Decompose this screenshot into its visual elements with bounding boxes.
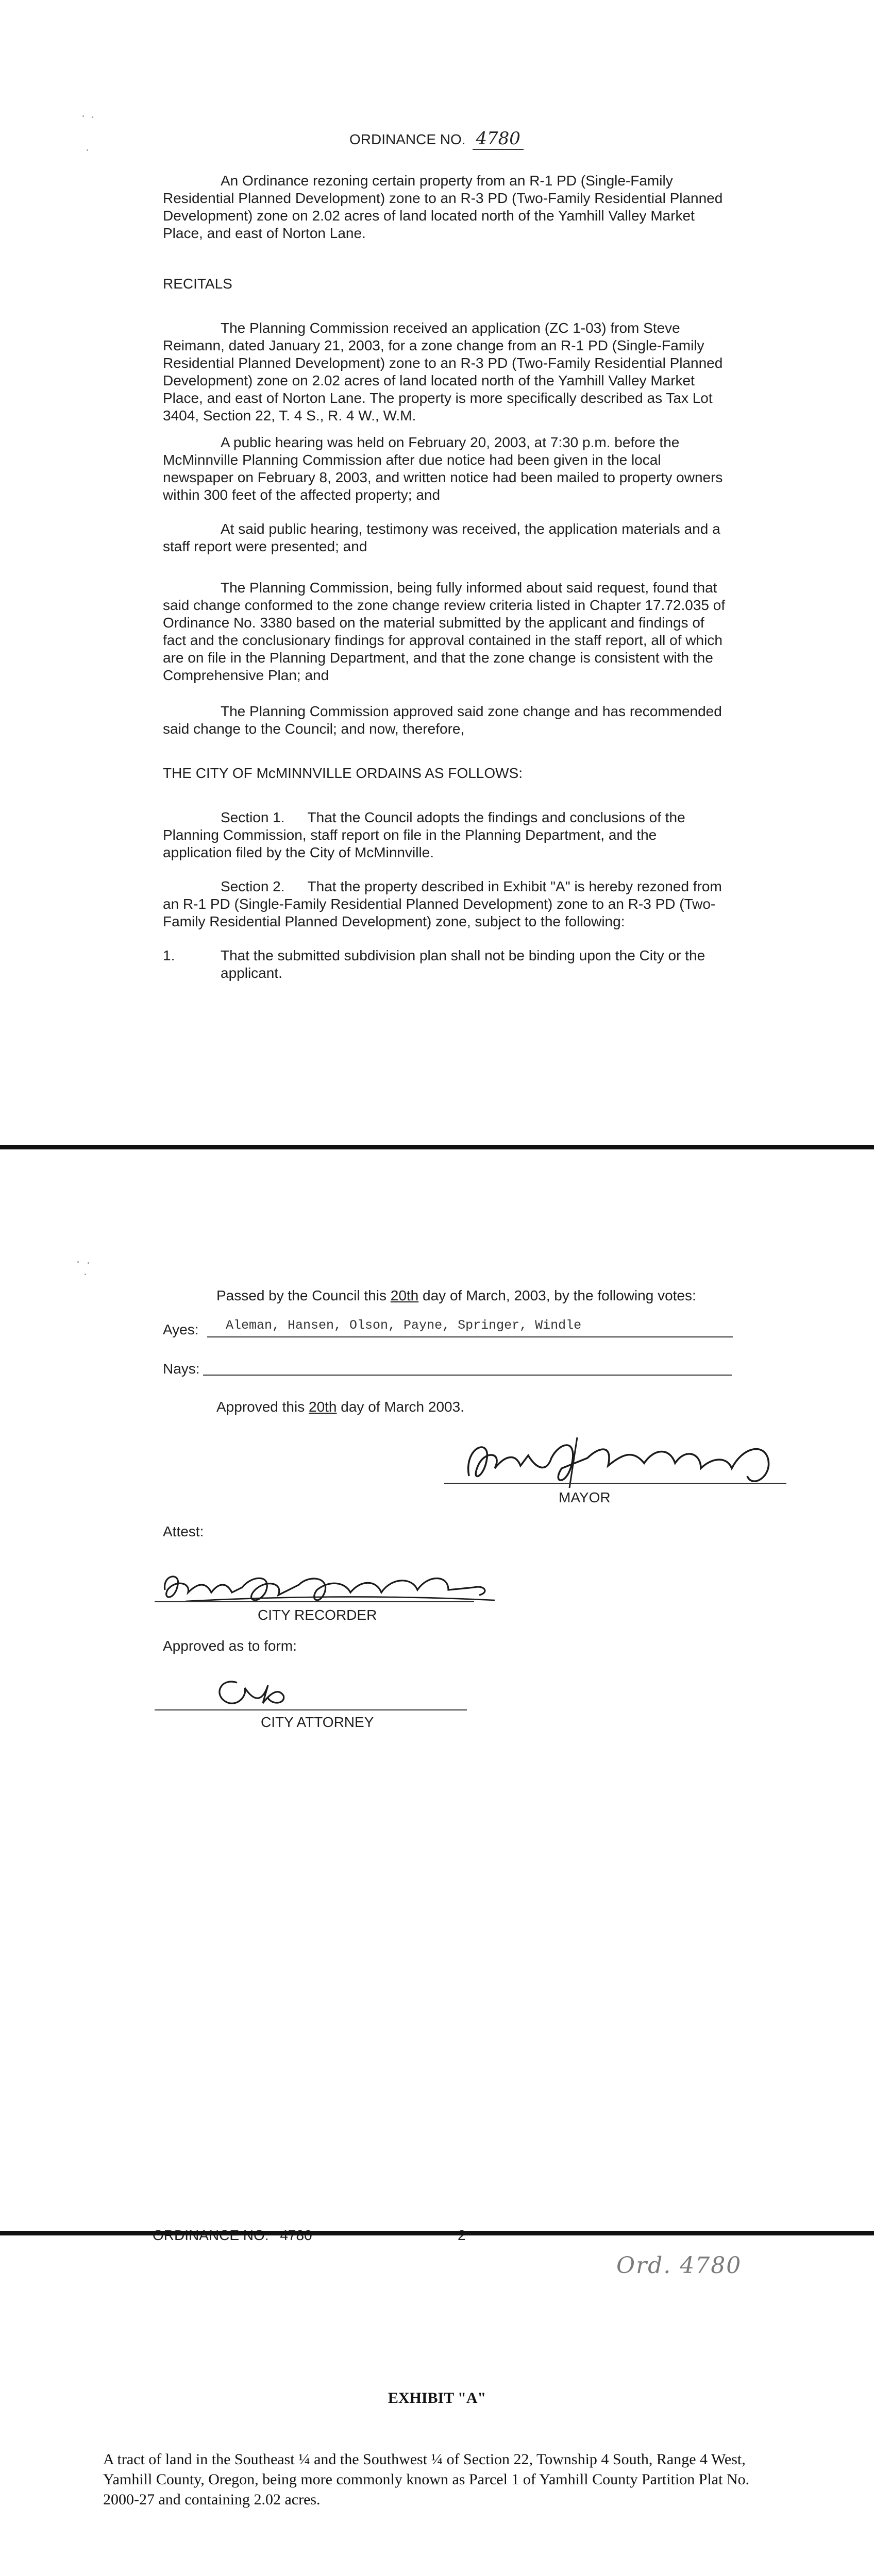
recital-text-2: A public hearing was held on February 20, 2003, at 7:30 p.m. before the McMinnville Planning Commission after due notice had been given in the local newspaper on February 8, 2003, and written notice had been mailed to property owners within 300 feet of the affected property; and — [163, 434, 723, 503]
passed-statement — [216, 1287, 696, 1304]
recital-paragraph-2 — [163, 434, 728, 504]
ordinance-intro — [163, 172, 728, 242]
recital-paragraph-1 — [163, 319, 728, 425]
ordinance-stamp: Ord. 4780 — [616, 2252, 742, 2279]
ordains-heading: THE CITY OF McMINNVILLE ORDAINS AS FOLLOWS: — [163, 765, 523, 781]
approved-form-label: Approved as to form: — [163, 1638, 297, 1654]
ayes-line — [207, 1336, 733, 1337]
passed-day: 20th — [390, 1287, 419, 1303]
section-1 — [163, 809, 728, 861]
attorney-signature — [206, 1667, 299, 1714]
approved-suffix: day of March 2003. — [341, 1399, 464, 1415]
nays-label: Nays: — [163, 1361, 200, 1377]
recital-text-1: The Planning Commission received an application (ZC 1-03) from Steve Reimann, dated January 21, 2003, for a zone change from an R-1 PD (Single-Family Residential Planned Development) zone to an R-3 PD (Two-Family Residential Planned Development) zone on 2.02 acres of land located north of the Yamhill Valley Market Place, and east of Norton Lane. The property is more specifically described as Tax Lot 3404, Section 22, T. 4 S., R. 4 W., W.M. — [163, 320, 723, 423]
attorney-line — [155, 1709, 467, 1710]
approved-statement — [216, 1398, 464, 1416]
ayes-value: Aleman, Hansen, Olson, Payne, Springer, Windle — [226, 1318, 582, 1333]
approved-prefix: Approved this — [216, 1399, 305, 1415]
section-1-label: Section 1. — [221, 809, 285, 825]
passed-prefix: Passed by the Council this — [216, 1287, 386, 1303]
condition-1-number: 1. — [163, 947, 175, 963]
section-2 — [163, 878, 728, 930]
recital-paragraph-3 — [163, 520, 728, 555]
page-2 — [0, 1152, 874, 2244]
page-number — [458, 2227, 466, 2244]
ayes-label: Ayes: — [163, 1321, 199, 1337]
ordinance-title-label: ORDINANCE NO. — [349, 131, 466, 147]
recorder-label: CITY RECORDER — [258, 1607, 377, 1623]
mayor-signature — [459, 1427, 788, 1494]
recorder-line — [155, 1601, 474, 1602]
mayor-line — [444, 1483, 786, 1484]
mayor-label: MAYOR — [559, 1489, 611, 1505]
approved-day: 20th — [309, 1399, 337, 1415]
page-separator-1 — [0, 1145, 874, 1149]
ordinance-title — [349, 130, 524, 148]
exhibit-legal-description: A tract of land in the Southeast ¼ and the Southwest ¼ of Section 22, Township 4 South, Range 4 West, Yamhill County, Oregon, being more commonly known as Parcel 1 of Yamhill County Partition Plat No. 2000-27 and containing 2.02 acres. — [103, 2451, 750, 2508]
attest-label: Attest: — [163, 1523, 204, 1539]
section-2-text: That the property described in Exhibit "A" is hereby rezoned from an R-1 PD (Single-Family Residential Planned Development) zone to an R-3 PD (Two-Family Residential Planned Development) zone, subject to the following: — [163, 878, 722, 929]
attorney-label: CITY ATTORNEY — [261, 1714, 374, 1730]
recital-text-5: The Planning Commission approved said zone change and has recommended said change to the Council; and now, therefore, — [163, 703, 722, 737]
recorder-signature — [155, 1564, 505, 1611]
ordinance-intro-text: An Ordinance rezoning certain property from an R-1 PD (Single-Family Residential Planned Development) zone to an R-3 PD (Two-Family Residential Planned Development) zone on 2.02 acres of land located north of the Yamhill Valley Market Place, and east of Norton Lane. — [163, 173, 723, 241]
section-1-text: That the Council adopts the findings and conclusions of the Planning Commission, staff report on file in the Planning Department, and the application filed by the City of McMinnville. — [163, 809, 685, 860]
page-2-footer — [153, 2227, 312, 2244]
nays-line — [203, 1375, 732, 1376]
passed-suffix: day of March, 2003, by the following votes: — [423, 1287, 696, 1303]
recital-text-4: The Planning Commission, being fully informed about said request, found that said change conformed to the zone change review criteria listed in Chapter 17.72.035 of Ordinance No. 3380 based on the material submitted by the applicant and findings of fact and the conclusionary findings for approval contained in the staff report, all of which are on file in the Planning Department, and that the zone change is consistent with the Comprehensive Plan; and — [163, 580, 726, 683]
ordinance-title-number: 4780 — [473, 128, 524, 150]
section-2-label: Section 2. — [221, 878, 285, 894]
condition-1-text: That the submitted subdivision plan shall not be binding upon the City or the applicant. — [221, 947, 705, 981]
recitals-heading: RECITALS — [163, 276, 232, 292]
page-separator-2 — [0, 2231, 874, 2235]
recital-paragraph-5 — [163, 703, 728, 738]
page-1 — [0, 0, 874, 1152]
exhibit-title: EXHIBIT "A" — [388, 2389, 486, 2406]
recital-text-3: At said public hearing, testimony was received, the application materials and a staff report were presented; and — [163, 521, 720, 554]
recital-paragraph-4 — [163, 579, 728, 684]
page-3 — [0, 2244, 874, 2576]
